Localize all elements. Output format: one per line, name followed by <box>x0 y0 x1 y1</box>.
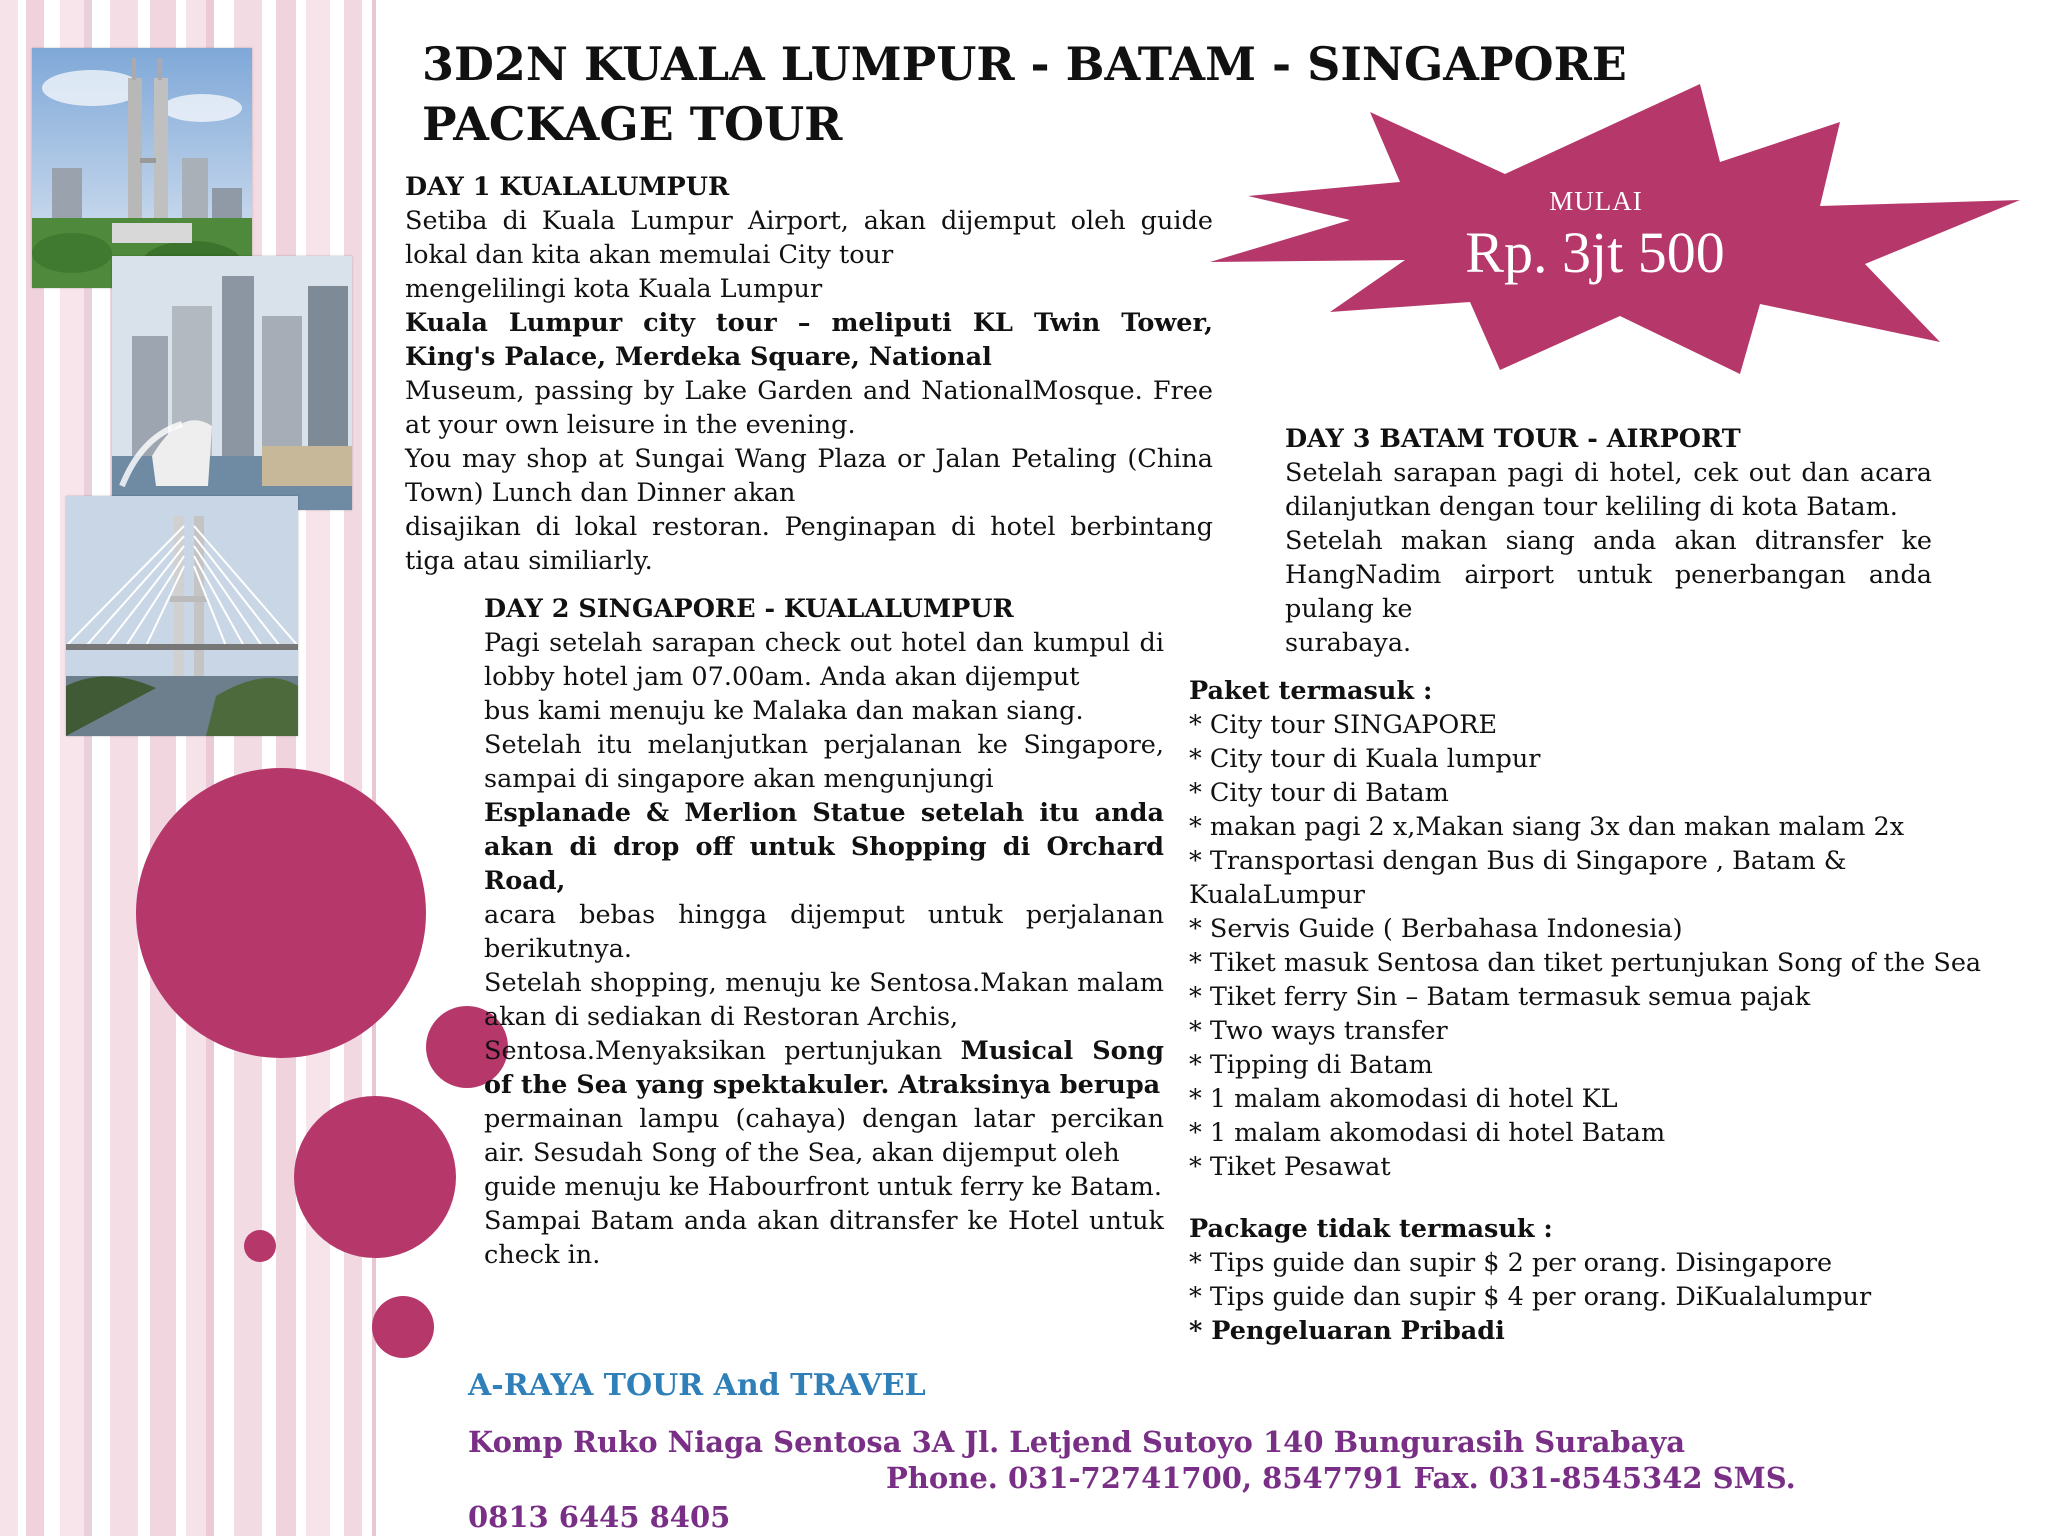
company-address: Komp Ruko Niaga Sentosa 3A Jl. Letjend Sutoyo 140 Bungurasih Surabaya <box>468 1425 1686 1459</box>
included-item: * Tiket Pesawat <box>1189 1152 1391 1182</box>
day2-text-bold: Musical Song of the Sea yang spektakuler. Atraksinya berupa <box>484 1036 1164 1100</box>
day2-heading: DAY 2 SINGAPORE - KUALALUMPUR <box>484 594 1014 624</box>
day2-paragraph: guide menuju ke Habourfront untuk ferry ke Batam. <box>484 1172 1162 1202</box>
included-item: * Tiket ferry Sin – Batam termasuk semua pajak <box>1189 982 1811 1012</box>
day2-text: Sentosa.Menyaksikan pertunjukan <box>484 1036 961 1066</box>
day3-heading: DAY 3 BATAM TOUR - AIRPORT <box>1285 424 1741 454</box>
day1-line: Museum, passing by Lake Garden and NationalMosque. Free at your own leisure in the evening. <box>405 376 1213 440</box>
excluded-heading: Package tidak termasuk : <box>1189 1214 1553 1244</box>
decorative-circle-medium <box>294 1096 456 1258</box>
day2-paragraph: Setelah shopping, menuju ke Sentosa.Makan malam akan di sediakan di Restoran Archis, <box>484 968 1164 1032</box>
day1-line: You may shop at Sungai Wang Plaza or Jalan Petaling (China Town) Lunch dan Dinner akan <box>405 444 1213 508</box>
photo-merlion <box>112 256 352 510</box>
photo-barelang-bridge <box>66 496 298 736</box>
decorative-circle-large <box>136 768 426 1058</box>
day2-paragraph: acara bebas hingga dijemput untuk perjalanan berikutnya. <box>484 900 1164 964</box>
company-name: A-RAYA TOUR And TRAVEL <box>468 1368 926 1403</box>
included-item: * Two ways transfer <box>1189 1016 1448 1046</box>
excluded-item: * Tips guide dan supir $ 4 per orang. DiKualalumpur <box>1189 1282 1872 1312</box>
decorative-circle-tiny <box>244 1230 276 1262</box>
included-item: * 1 malam akomodasi di hotel Batam <box>1189 1118 1666 1148</box>
company-sms: 0813 6445 8405 <box>468 1500 731 1534</box>
day3-paragraph: Setelah sarapan pagi di hotel, cek out dan acara dilanjutkan dengan tour keliling di kota Batam. <box>1285 458 1932 522</box>
included-item: * City tour SINGAPORE <box>1189 710 1498 740</box>
day2-paragraph: bus kami menuju ke Malaka dan makan siang. <box>484 696 1084 726</box>
day2-paragraph: Sampai Batam anda akan ditransfer ke Hotel untuk check in. <box>484 1206 1164 1270</box>
price-label: MULAI <box>1549 186 1643 216</box>
day1-heading: DAY 1 KUALALUMPUR <box>405 172 730 202</box>
included-item: * Servis Guide ( Berbahasa Indonesia) <box>1189 914 1683 944</box>
day1-line: Kuala Lumpur city tour – meliputi KL Twin Tower, King's Palace, Merdeka Square, National <box>405 308 1213 372</box>
day2-section <box>484 592 1164 1272</box>
included-item: * Tipping di Batam <box>1189 1050 1433 1080</box>
included-item: * Tiket masuk Sentosa dan tiket pertunjukan Song of the Sea <box>1189 948 1982 978</box>
day2-paragraph: Pagi setelah sarapan check out hotel dan kumpul di lobby hotel jam 07.00am. Anda akan dijemput <box>484 628 1164 692</box>
day2-paragraph <box>484 1034 1164 1102</box>
day3-paragraph: surabaya. <box>1285 628 1412 658</box>
title-line-2: PACKAGE TOUR <box>422 97 843 151</box>
day1-line: Setiba di Kuala Lumpur Airport, akan dijemput oleh guide lokal dan kita akan memulai City tour <box>405 206 1213 270</box>
included-section <box>1189 674 2019 1184</box>
included-heading: Paket termasuk : <box>1189 676 1433 706</box>
title-line-1: 3D2N KUALA LUMPUR - BATAM - SINGAPORE <box>422 37 1627 91</box>
day2-paragraph: permainan lampu (cahaya) dengan latar percikan air. Sesudah Song of the Sea, akan dijemput oleh <box>484 1104 1164 1168</box>
included-item: * 1 malam akomodasi di hotel KL <box>1189 1084 1618 1114</box>
company-phone: Phone. 031-72741700, 8547791 Fax. 031-8545342 SMS. <box>886 1461 1796 1495</box>
decorative-circle-bottom <box>372 1296 434 1358</box>
day2-paragraph: Esplanade & Merlion Statue setelah itu anda akan di drop off untuk Shopping di Orchard Road, <box>484 798 1164 896</box>
day3-paragraph: Setelah makan siang anda akan ditransfer ke HangNadim airport untuk penerbangan anda pulang ke <box>1285 526 1932 624</box>
excluded-item: * Pengeluaran Pribadi <box>1189 1316 1505 1346</box>
included-item: * City tour di Kuala lumpur <box>1189 744 1541 774</box>
price-value: Rp. 3jt 500 <box>1465 220 1725 285</box>
excluded-item: * Tips guide dan supir $ 2 per orang. Disingapore <box>1189 1248 1833 1278</box>
day1-section <box>405 170 1213 578</box>
day3-section <box>1285 422 1932 660</box>
day1-line: mengelilingi kota Kuala Lumpur <box>405 274 823 304</box>
day2-paragraph: Setelah itu melanjutkan perjalanan ke Singapore, sampai di singapore akan mengunjungi <box>484 730 1164 794</box>
day1-line: disajikan di lokal restoran. Penginapan di hotel berbintang tiga atau similiarly. <box>405 512 1213 576</box>
included-item: * City tour di Batam <box>1189 778 1449 808</box>
included-item: * Transportasi dengan Bus di Singapore , Batam & KualaLumpur <box>1189 846 1847 910</box>
photo-twin-towers <box>32 48 252 288</box>
included-item: * makan pagi 2 x,Makan siang 3x dan makan malam 2x <box>1189 812 1905 842</box>
excluded-section <box>1189 1212 2019 1348</box>
